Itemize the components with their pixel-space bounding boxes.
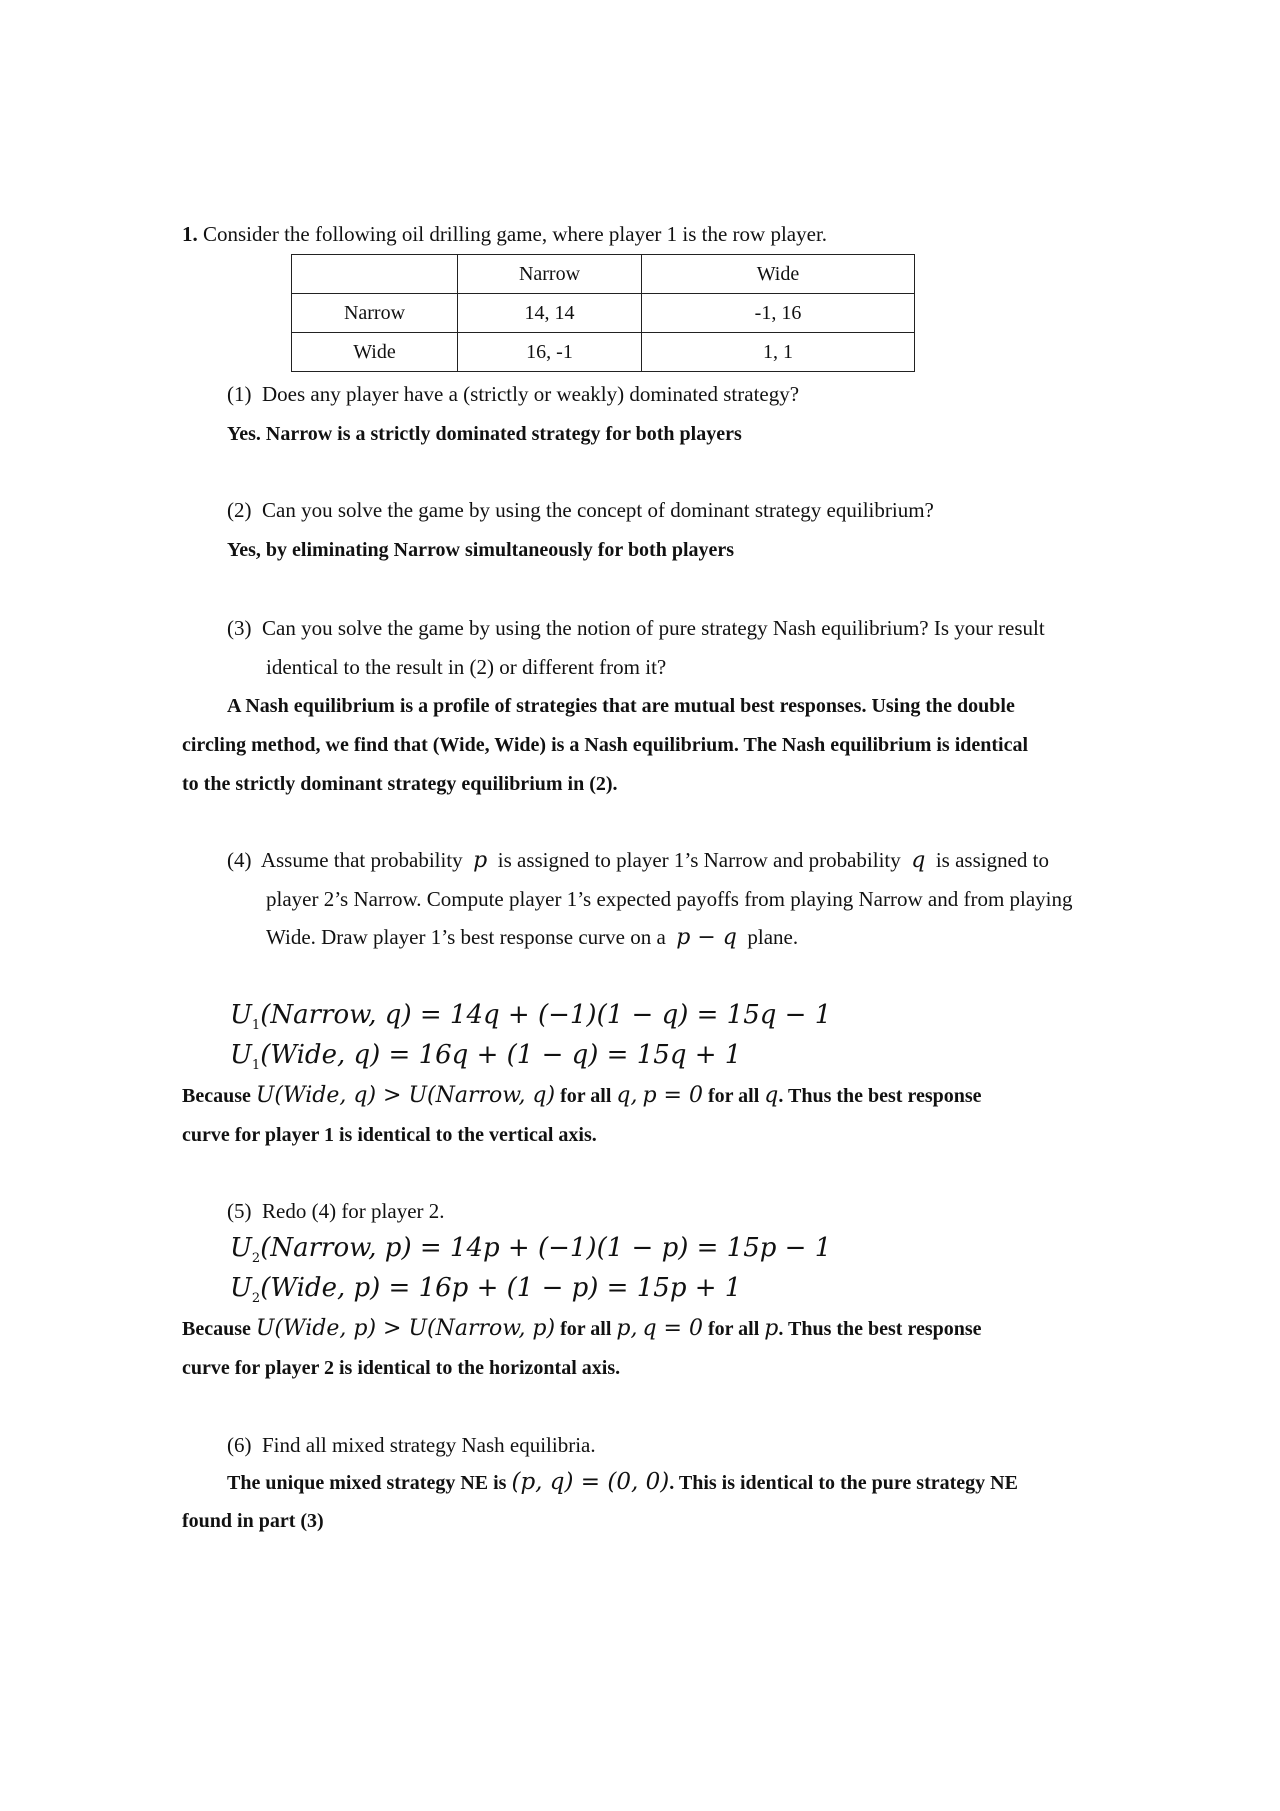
math-p: p — [764, 1316, 779, 1341]
answer-text: for all — [707, 1085, 760, 1107]
payoff-cell: 14, 14 — [458, 294, 642, 333]
math-q-equals-0: q = 0 — [642, 1316, 703, 1341]
answer-4-line-2: curve for player 1 is identical to the vertical axis. — [182, 1124, 597, 1146]
equation-text: $U_1(Narrow$, q) = 14q + (−1)(1 − q) = 15q − 1 — [230, 1000, 832, 1034]
math-p: p — [473, 848, 488, 873]
payoff-cell: 1, 1 — [642, 333, 915, 372]
math-q: q, — [616, 1083, 638, 1108]
answer-3-line-1: A Nash equilibrium is a profile of strategies that are mutual best responses. Using the double — [227, 695, 1015, 717]
question-1 — [227, 382, 799, 407]
math-inequality: U(Wide, p) > U(Narrow, p) — [255, 1316, 556, 1341]
answer-text: . Thus the best response — [778, 1085, 982, 1107]
question-number: (4) — [227, 848, 252, 872]
answer-text: Because — [182, 1318, 251, 1340]
answer-4-line-1 — [182, 1083, 982, 1108]
question-text: Redo (4) for player 2. — [262, 1199, 445, 1223]
answer-text: . Thus the best response — [778, 1318, 982, 1340]
question-3 — [227, 616, 1045, 641]
row-header-narrow: Narrow — [292, 294, 458, 333]
answer-text: Because — [182, 1085, 251, 1107]
question-text: plane. — [747, 925, 799, 949]
answer-3-line-2: circling method, we find that (Wide, Wide) is a Nash equilibrium. The Nash equilibrium is identical — [182, 734, 1029, 756]
equation-u1-narrow — [230, 1000, 831, 1033]
equation-text: $U_2(Wide$, p) = 16p + (1 − p) = 15p + 1 — [230, 1273, 742, 1307]
answer-text: The unique mixed strategy NE is — [227, 1472, 507, 1494]
equation-text: $U_2(Narrow$, p) = 14p + (−1)(1 − p) = 15p − 1 — [230, 1233, 832, 1267]
payoff-cell: 16, -1 — [458, 333, 642, 372]
question-text: is assigned to — [935, 848, 1050, 872]
table-row — [292, 294, 915, 333]
equation-text: $U_1(Wide$, q) = 16q + (1 − q) = 15q + 1 — [230, 1040, 742, 1074]
question-4-line-2: player 2’s Narrow. Compute player 1’s expected payoffs from playing Narrow and from playing — [266, 887, 1073, 911]
question-5 — [227, 1199, 445, 1224]
problem-number: 1. — [182, 222, 198, 246]
problem-intro — [182, 222, 827, 247]
answer-5-line-2: curve for player 2 is identical to the horizontal axis. — [182, 1357, 621, 1379]
table-corner-cell — [292, 255, 458, 294]
answer-text: . This is identical to the pure strategy NE — [669, 1472, 1018, 1494]
question-number: (3) — [227, 616, 252, 640]
row-header-wide: Wide — [292, 333, 458, 372]
question-3-line-2: identical to the result in (2) or different from it? — [266, 655, 667, 679]
answer-6-line-1 — [227, 1469, 1018, 1495]
question-6 — [227, 1433, 596, 1458]
answer-2: Yes, by eliminating Narrow simultaneously for both players — [227, 539, 735, 561]
question-text: Assume that probability — [260, 848, 463, 872]
question-4-line-3 — [266, 925, 798, 950]
equation-u2-narrow — [230, 1233, 831, 1266]
question-number: (2) — [227, 498, 252, 522]
question-text: Can you solve the game by using the concept of dominant strategy equilibrium? — [262, 498, 934, 522]
question-text: Find all mixed strategy Nash equilibria. — [262, 1433, 596, 1457]
question-number: (5) — [227, 1199, 252, 1223]
column-header-wide: Wide — [642, 255, 915, 294]
equation-u1-wide — [230, 1040, 741, 1073]
answer-text: for all — [560, 1318, 612, 1340]
question-text: Does any player have a (strictly or weakly) dominated strategy? — [262, 382, 800, 406]
math-q: q — [911, 848, 926, 873]
payoff-cell: -1, 16 — [642, 294, 915, 333]
column-header-narrow: Narrow — [458, 255, 642, 294]
answer-5-line-1 — [182, 1316, 982, 1341]
question-2 — [227, 498, 934, 523]
math-p: p, — [616, 1316, 638, 1341]
table-header-row — [292, 255, 915, 294]
answer-3-line-3: to the strictly dominant strategy equilibrium in (2). — [182, 773, 618, 795]
math-inequality: U(Wide, q) > U(Narrow, q) — [255, 1083, 556, 1108]
question-4 — [227, 848, 1049, 873]
question-number: (6) — [227, 1433, 252, 1457]
question-text: Can you solve the game by using the notion of pure strategy Nash equilibrium? Is your result — [262, 616, 1045, 640]
payoff-table — [291, 254, 915, 372]
answer-text: for all — [707, 1318, 760, 1340]
problem-text: Consider the following oil drilling game, where player 1 is the row player. — [203, 222, 828, 246]
answer-6-line-2: found in part (3) — [182, 1510, 324, 1532]
table-row — [292, 333, 915, 372]
question-text: Wide. Draw player 1’s best response curve on a — [266, 925, 666, 949]
math-p-equals-0: p = 0 — [642, 1083, 703, 1108]
answer-1: Yes. Narrow is a strictly dominated strategy for both players — [227, 423, 742, 445]
math-q: q — [764, 1083, 779, 1108]
equation-u2-wide — [230, 1273, 741, 1306]
math-p-minus-q: p − q — [676, 925, 737, 950]
question-text: is assigned to player 1’s Narrow and probability — [497, 848, 901, 872]
answer-text: for all — [560, 1085, 612, 1107]
question-number: (1) — [227, 382, 252, 406]
math-equilibrium: (p, q) = (0, 0) — [511, 1469, 670, 1495]
